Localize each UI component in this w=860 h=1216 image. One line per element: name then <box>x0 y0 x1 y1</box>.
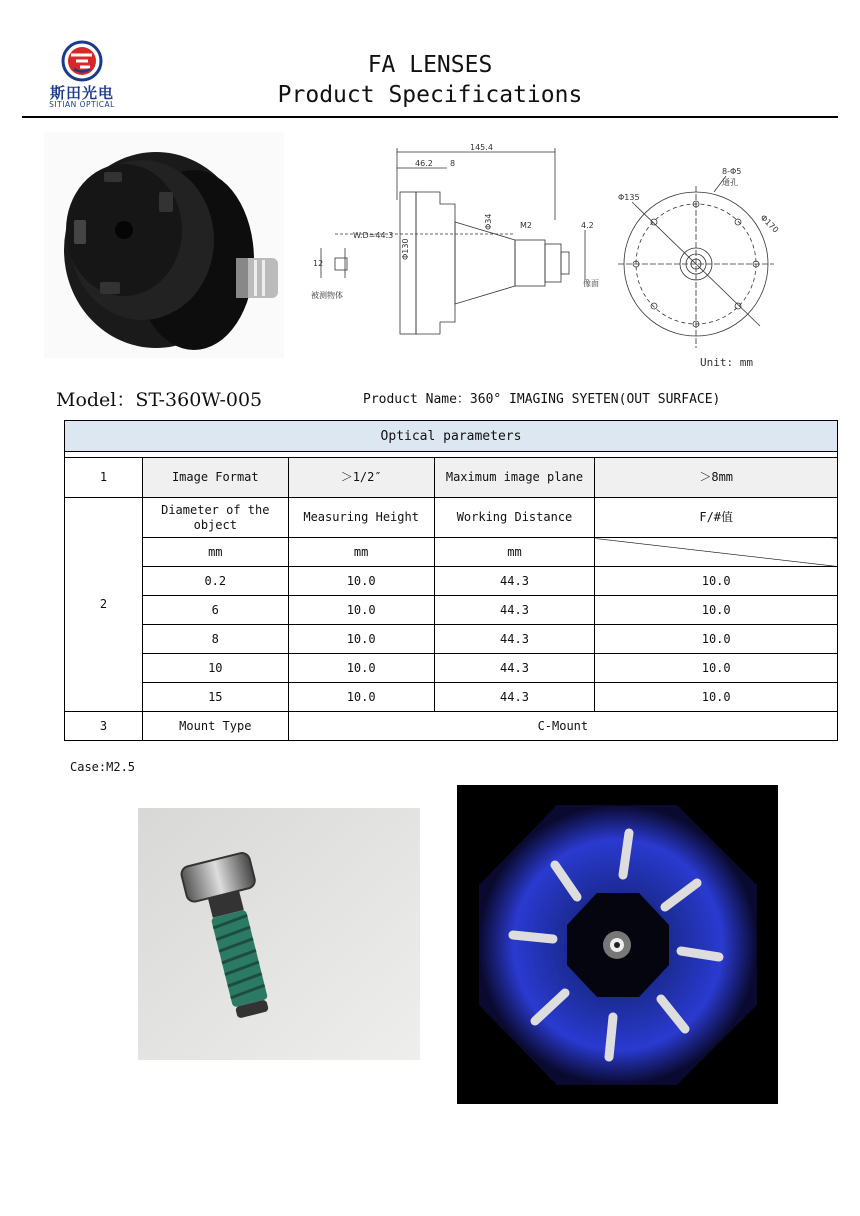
table-cell: 44.3 <box>434 625 595 654</box>
imaging-result-photo <box>457 785 778 1104</box>
unit-cell: mm <box>434 538 595 567</box>
table-cell: 6 <box>142 596 288 625</box>
unit-label: Unit: mm <box>700 356 753 369</box>
dim-a: 46.2 <box>415 159 433 168</box>
table-row <box>65 567 838 596</box>
table-row <box>65 683 838 712</box>
dim-working-distance: W.D=44.3 <box>353 231 394 240</box>
dim-total-length: 145.4 <box>470 143 493 152</box>
max-image-plane-label: Maximum image plane <box>434 458 595 498</box>
table-cell: 44.3 <box>434 683 595 712</box>
table-section-title: Optical parameters <box>65 421 838 452</box>
row-index: 1 <box>65 458 143 498</box>
table-cell: 10.0 <box>288 596 434 625</box>
dim-diameter-130: Φ130 <box>401 238 410 260</box>
side-view-drawing <box>305 140 600 360</box>
screw-photo <box>138 808 420 1060</box>
column-header: Working Distance <box>434 498 595 538</box>
unit-cell: mm <box>288 538 434 567</box>
label-object: 被测物体 <box>311 291 343 300</box>
model-number: Model：ST-360W-005 <box>56 389 263 411</box>
row-index: 2 <box>65 498 143 712</box>
mount-type-value: C-Mount <box>288 712 837 741</box>
unit-cell: mm <box>142 538 288 567</box>
product-name: Product Name：360° IMAGING SYETEN(OUT SURFACE) <box>363 392 721 407</box>
table-cell: 0.2 <box>142 567 288 596</box>
table-row <box>65 596 838 625</box>
table-cell: 44.3 <box>434 567 595 596</box>
table-cell: 10.0 <box>288 654 434 683</box>
table-cell: 15 <box>142 683 288 712</box>
document-subtitle: Product Specifications <box>277 82 583 108</box>
dim-diameter-170: Φ170 <box>758 213 780 235</box>
empty-diagonal-cell <box>595 538 838 567</box>
image-format-value: ＞1/2″ <box>288 458 434 498</box>
column-header: Diameter of the object <box>142 498 288 538</box>
table-row <box>65 654 838 683</box>
table-cell: 10.0 <box>288 683 434 712</box>
logo-english-text: SITIAN OPTICAL <box>49 100 115 109</box>
table-cell: 10.0 <box>595 625 838 654</box>
dim-height: 12 <box>313 259 324 268</box>
table-cell: 10.0 <box>595 596 838 625</box>
label-image-plane: 像面 <box>583 279 599 288</box>
table-cell: 8 <box>142 625 288 654</box>
table-cell: 44.3 <box>434 654 595 683</box>
dim-m2: M2 <box>520 221 532 230</box>
product-photo <box>44 132 284 358</box>
mount-type-label: Mount Type <box>142 712 288 741</box>
max-image-plane-value: ＞8mm <box>595 458 838 498</box>
column-header: Measuring Height <box>288 498 434 538</box>
optical-parameters-table <box>64 420 838 741</box>
image-format-label: Image Format <box>142 458 288 498</box>
table-cell: 10.0 <box>288 625 434 654</box>
table-cell: 10.0 <box>288 567 434 596</box>
dim-holes: 8-Φ5 <box>722 167 742 176</box>
dim-4-2: 4.2 <box>581 221 594 230</box>
table-cell: 44.3 <box>434 596 595 625</box>
row-index: 3 <box>65 712 143 741</box>
document-title: FA LENSES <box>367 52 493 78</box>
column-header: F/#值 <box>595 498 838 538</box>
dim-diameter-34: Φ34 <box>484 213 493 230</box>
dim-holes-note: 通孔 <box>722 178 738 187</box>
case-label: Case:M2.5 <box>70 760 136 774</box>
dim-diameter-135: Φ135 <box>618 193 640 202</box>
dim-b: 8 <box>450 159 456 168</box>
table-cell: 10.0 <box>595 683 838 712</box>
front-view-drawing <box>610 158 780 370</box>
table-cell: 10.0 <box>595 567 838 596</box>
table-cell: 10 <box>142 654 288 683</box>
table-row <box>65 625 838 654</box>
table-cell: 10.0 <box>595 654 838 683</box>
header-divider <box>22 116 838 118</box>
logo-chinese-text: 斯田光电 <box>49 84 114 102</box>
